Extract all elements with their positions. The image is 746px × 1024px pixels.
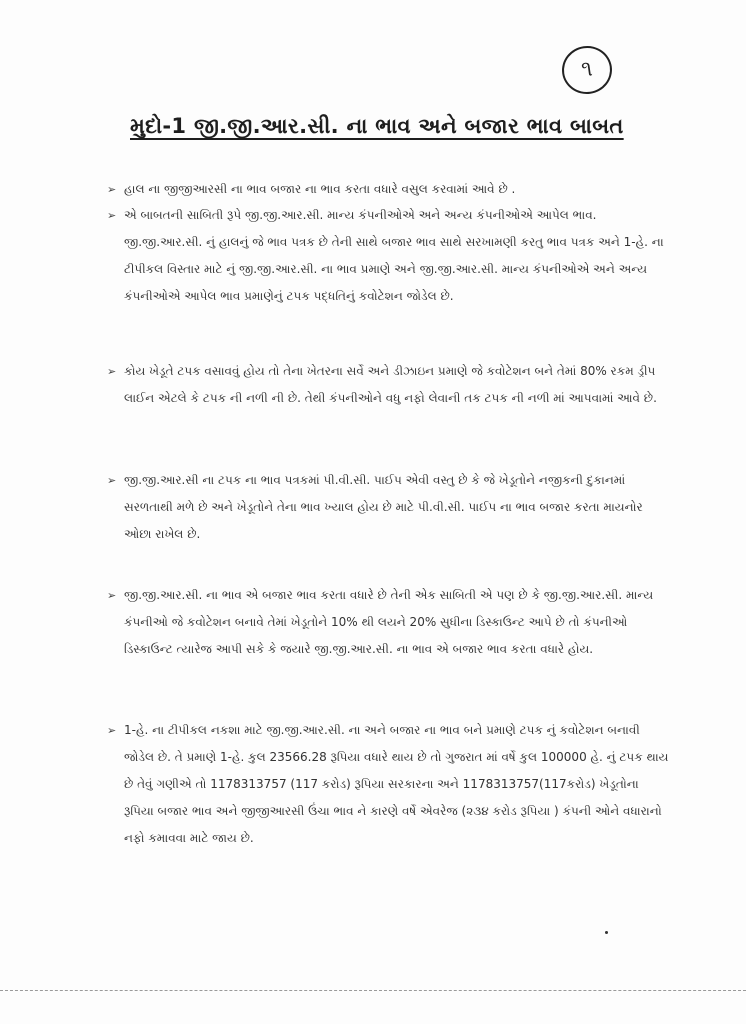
arrow-bullet-icon: ➢ <box>107 474 117 487</box>
arrow-bullet-icon: ➢ <box>107 183 117 196</box>
page-number: ૧ <box>559 43 615 97</box>
arrow-bullet-icon: ➢ <box>107 589 117 602</box>
list-item-text: જી.જી.આર.સી. ના ભાવ એ બજાર ભાવ કરતા વધારે છે તેની એક સાબિતી એ પણ છે કે જી.જી.આર.સી. માન્ય કંપનીઓ જે કવોટેશન બનાવે તેમાં ખેડૂતોને 10% થી લયને 20% સુધીના ડિસ્કાઉન્ટ આપે છે તો કંપનીઓ ડિસ્કાઉન્ટ ત્યારેજ આપી સકે કે જયારે જી.જી.આર.સી. ના ભાવ એ બજાર ભાવ કરતા વધારે હોય. <box>124 588 654 656</box>
page-title: મુદો-1 જી.જી.આર.સી. ના ભાવ અને બજાર ભાવ બાબત <box>130 114 624 138</box>
list-item <box>107 176 669 203</box>
scan-speck <box>605 931 608 934</box>
list-item <box>107 202 669 310</box>
arrow-bullet-icon: ➢ <box>107 724 117 737</box>
list-item <box>107 358 669 412</box>
list-item-text: હાલ ના જીજીઆરસી ના ભાવ બજાર ના ભાવ કરતા વધારે વસુલ કરવામાં આવે છે . <box>124 182 516 196</box>
arrow-bullet-icon: ➢ <box>107 365 117 378</box>
page-bottom-divider <box>0 990 746 991</box>
list-item <box>107 467 669 548</box>
arrow-bullet-icon: ➢ <box>107 209 117 222</box>
list-item-text: જી.જી.આર.સી ના ટપક ના ભાવ પત્રકમાં પી.વી.સી. પાઈપ એવી વસ્તુ છે કે જે ખેડૂતોને નજીકની દુકાનમાં સરળતાથી મળે છે અને ખેડૂતોને તેના ભાવ ખ્યાલ હોય છે માટે પી.વી.સી. પાઈપ ના ભાવ બજાર કરતા માયનોર ઓછા રાખેલ છે. <box>124 473 643 541</box>
list-item-text: 1-હે. ના ટીપીકલ નકશા માટે જી.જી.આર.સી. ના અને બજાર ના ભાવ બને પ્રમાણે ટપક નું કવોટેશન બનાવી જોડેલ છે. તે પ્રમાણે 1-હે. કુલ 23566.28 રૂપિયા વધારે થાય છે તો ગુજરાત માં વર્ષે કુલ 100000 હે. નું ટપક થાય છે તેવું ગણીએ તો 1178313757 (117 કરોડ) રૂપિયા સરકારના અને 1178313757(117કરોડ) ખેડૂતોના રૂપિયા બજાર ભાવ અને જીજીઆરસી ઉંચા ભાવ ને કારણે વર્ષે એવરેજ (૨૩૪ કરોડ રૂપિયા ) કંપની ઓને વધારાનો નફો કમાવવા માટે જાય છે. <box>124 723 669 845</box>
list-item-text: એ બાબતની સાબિતી રૂપે જી.જી.આર.સી. માન્ય કંપનીઓએ અને અન્ય કંપનીઓએ આપેલ ભાવ. જી.જી.આર.સી. નું હાલનું જે ભાવ પત્રક છે તેની સાથે બજાર ભાવ સાથે સરખામણી કરતુ ભાવ પત્રક અને 1-હે. ના ટીપીકલ વિસ્તાર માટે નું જી.જી.આર.સી. ના ભાવ પ્રમાણે અને જી.જી.આર.સી. માન્ય કંપનીઓએ અને અન્ય કંપનીઓએ આપેલ ભાવ પ્રમાણેનું ટપક પદ્ધતિનું કવોટેશન જોડેલ છે. <box>124 208 664 303</box>
list-item <box>107 582 669 663</box>
list-item-text: કોય ખેડૂતે ટપક વસાવવું હોય તો તેના ખેતરના સર્વે અને ડીઝાઇન પ્રમાણે જે કવોટેશન બને તેમાં 80% રકમ ડ્રીપ લાઈન એટલે કે ટપક ની નળી ની છે. તેથી કંપનીઓને વધુ નફો લેવાની તક ટપક ની નળી માં આપવામાં આવે છે. <box>124 364 657 405</box>
list-item <box>107 717 669 852</box>
